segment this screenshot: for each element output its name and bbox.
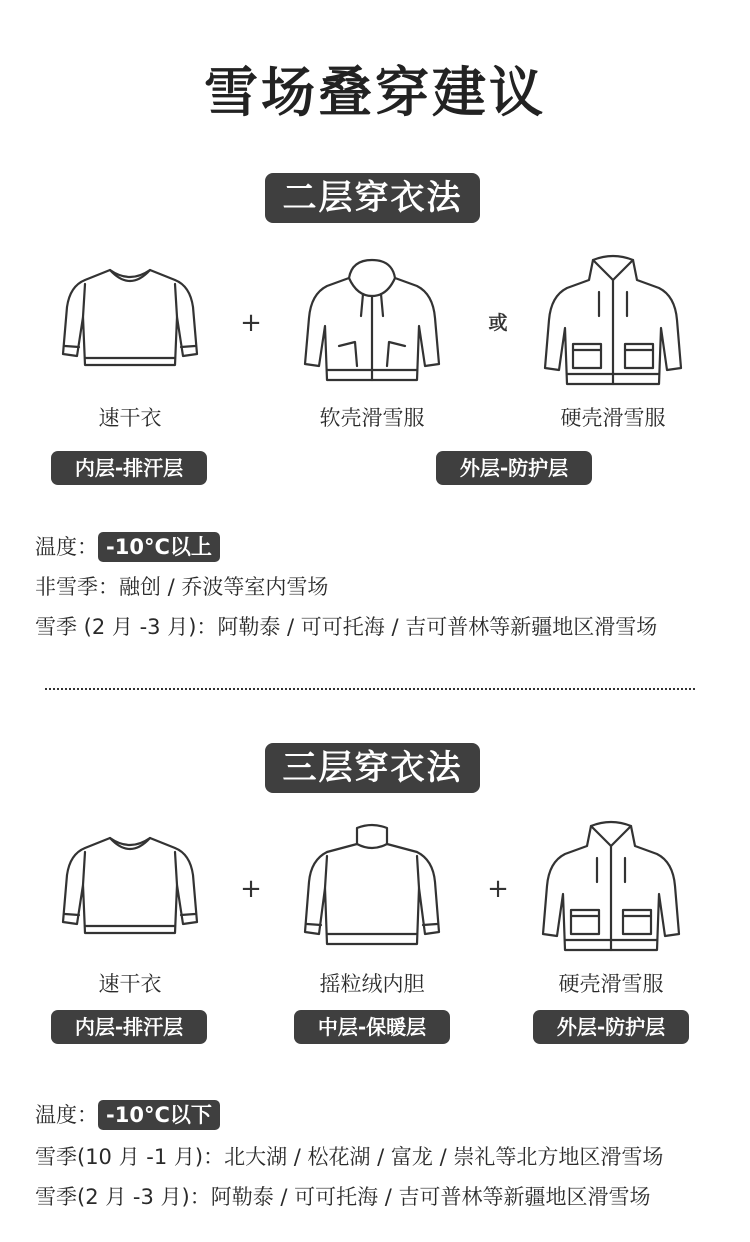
dotted-divider	[45, 688, 695, 690]
fleece-turtleneck-icon	[295, 822, 449, 950]
two-layer-heading: 二层穿衣法	[265, 173, 480, 223]
info-line: 雪季 (2 月 -3 月)：阿勒泰 / 可可托海 / 吉可普林等新疆地区滑雪场	[35, 615, 658, 639]
temperature-label: 温度：	[35, 535, 98, 559]
item-label: 速干衣	[98, 406, 162, 430]
outer-layer-tag: 外层-防护层	[533, 1010, 689, 1044]
info-line: 雪季(10 月 -1 月)：北大湖 / 松花湖 / 富龙 / 崇礼等北方地区滑雪场	[35, 1145, 664, 1169]
page-title: 雪场叠穿建议	[204, 61, 546, 124]
ski-jacket-icon	[537, 252, 689, 388]
middle-layer-tag: 中层-保暖层	[294, 1010, 450, 1044]
temperature-label: 温度：	[35, 1103, 98, 1127]
hoodie-icon	[297, 256, 447, 384]
temperature-line	[35, 1099, 220, 1131]
item-label: 硬壳滑雪服	[560, 406, 666, 430]
plus-sign: +	[240, 308, 262, 338]
temperature-badge: -10°C以下	[98, 1100, 220, 1130]
ski-jacket-icon	[535, 818, 687, 954]
or-sign: 或	[488, 312, 508, 334]
item-label: 速干衣	[98, 972, 162, 996]
sweater-icon	[55, 830, 205, 945]
item-label: 软壳滑雪服	[319, 406, 425, 430]
info-line: 非雪季：融创 / 乔波等室内雪场	[35, 575, 329, 599]
item-label: 摇粒绒内胆	[319, 972, 425, 996]
plus-sign: +	[240, 874, 262, 904]
inner-layer-tag: 内层-排汗层	[51, 451, 207, 485]
three-layer-heading: 三层穿衣法	[265, 743, 480, 793]
temperature-badge: -10°C以上	[98, 532, 220, 562]
inner-layer-tag: 内层-排汗层	[51, 1010, 207, 1044]
item-label: 硬壳滑雪服	[558, 972, 664, 996]
sweater-icon	[55, 262, 205, 377]
outer-layer-tag: 外层-防护层	[436, 451, 592, 485]
temperature-line	[35, 531, 220, 563]
plus-sign: +	[487, 874, 509, 904]
info-line: 雪季(2 月 -3 月)：阿勒泰 / 可可托海 / 吉可普林等新疆地区滑雪场	[35, 1185, 651, 1209]
